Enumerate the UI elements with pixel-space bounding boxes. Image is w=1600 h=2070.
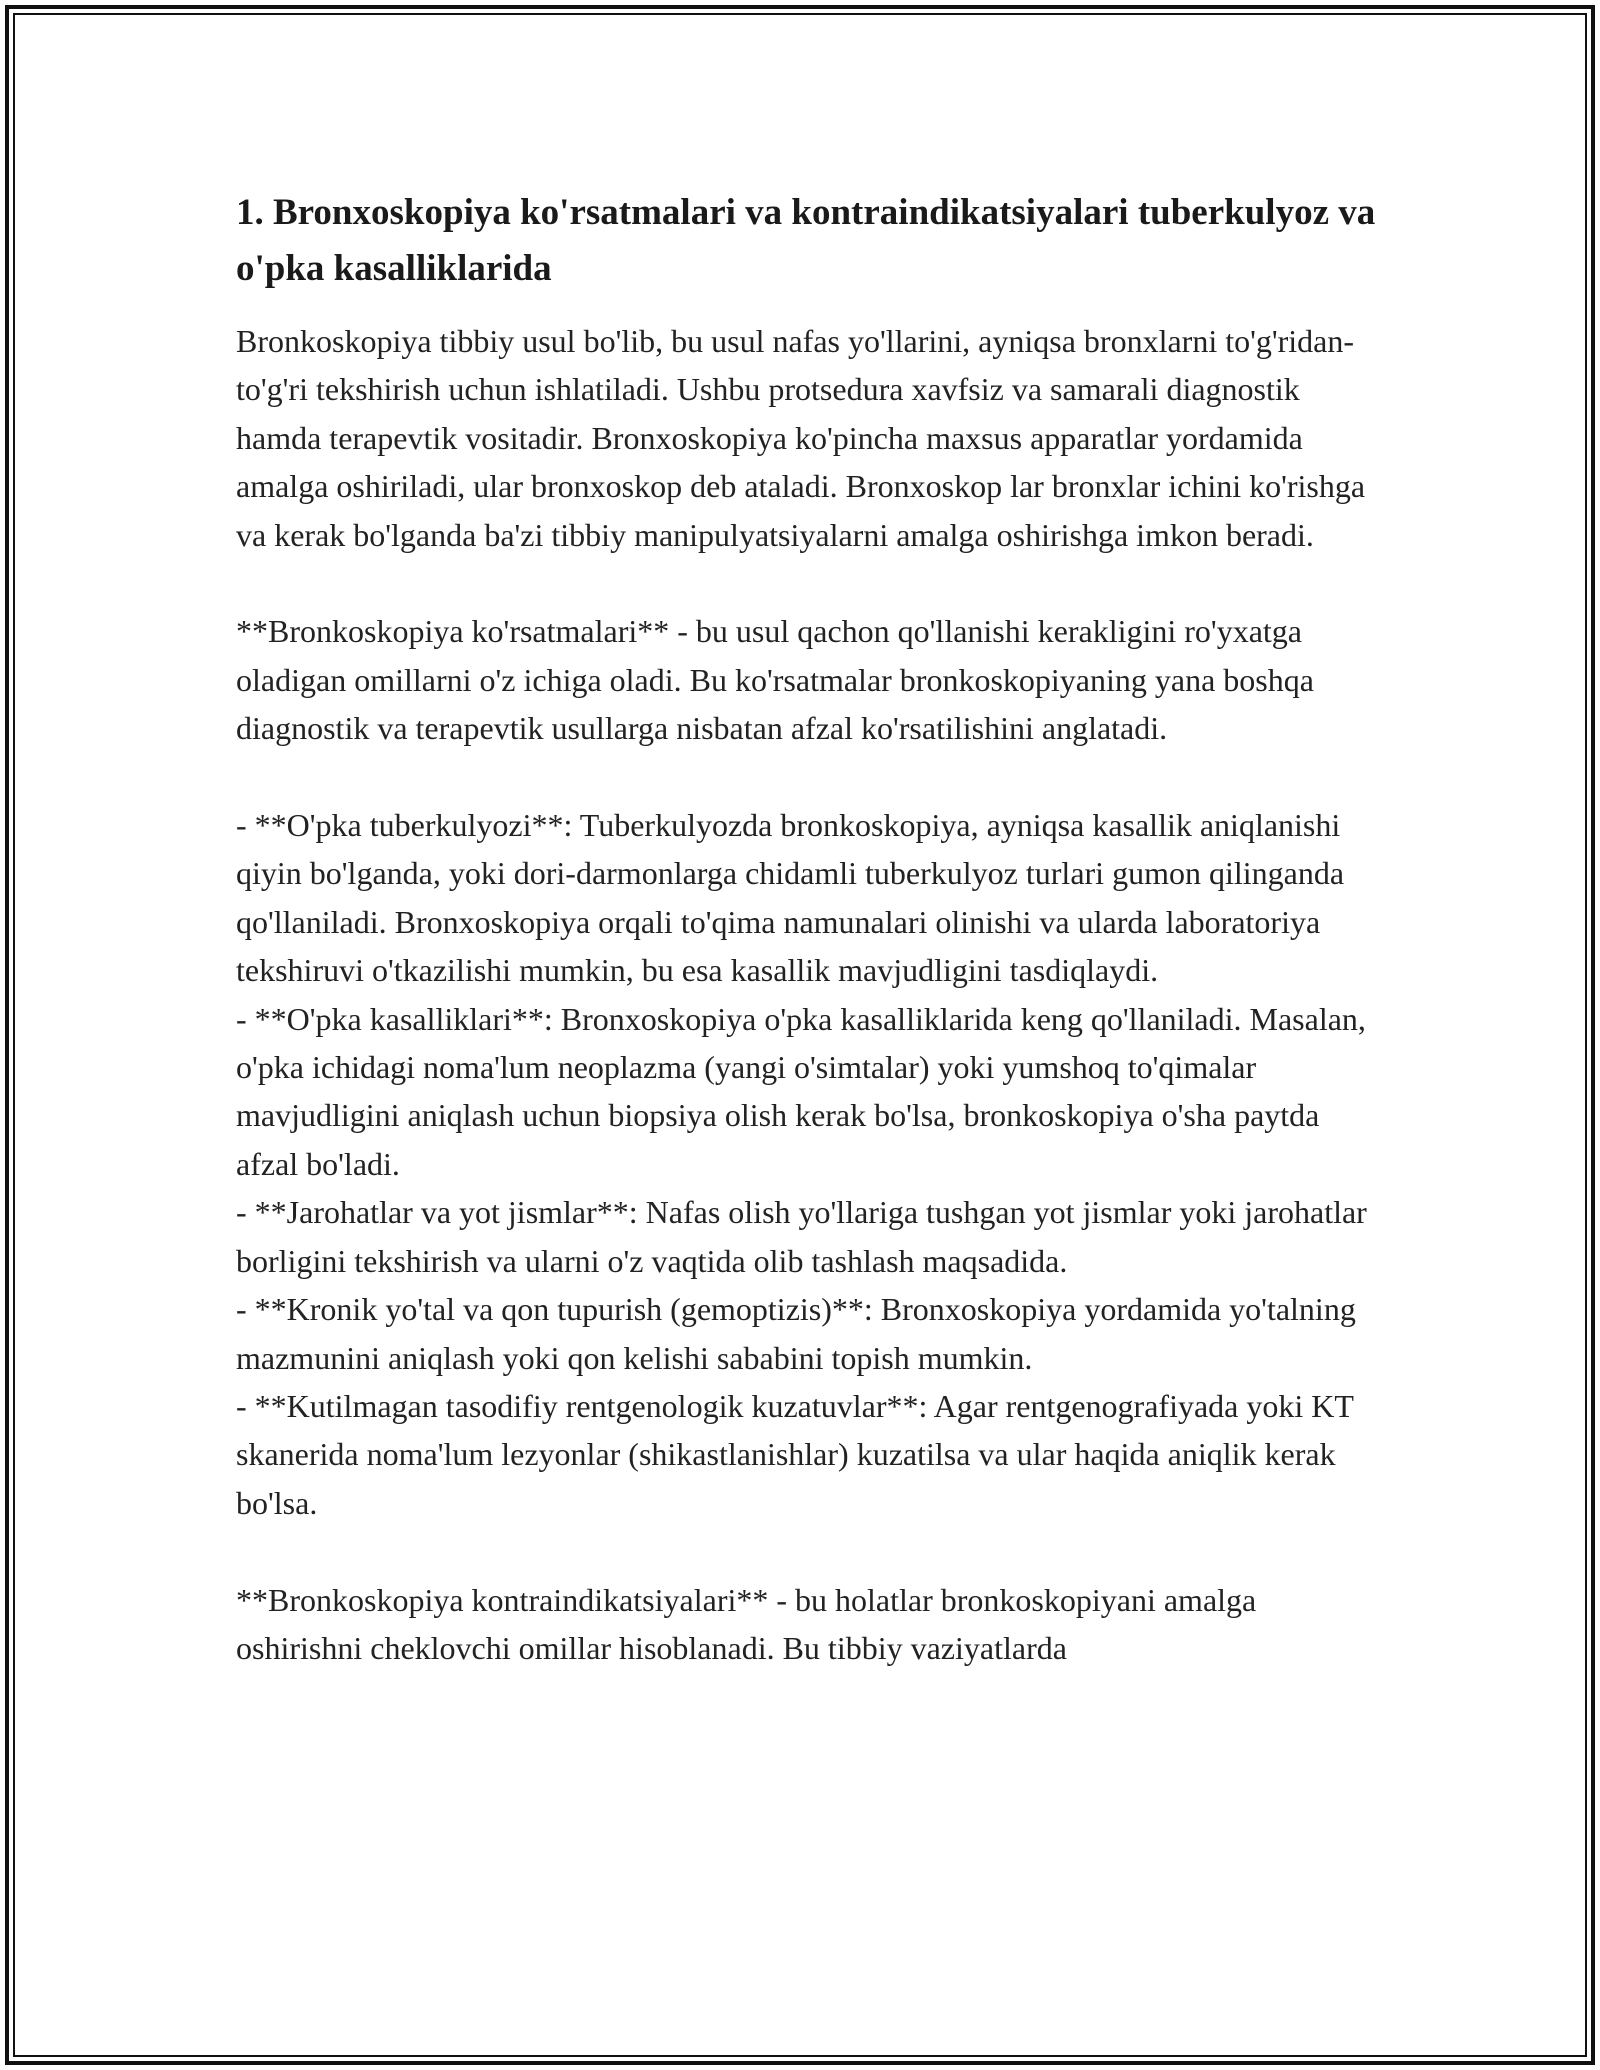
indications-list	[236, 801, 1386, 1527]
paragraph-gap	[236, 753, 1386, 801]
list-item: - **Kronik yo'tal va qon tupurish (gemoptizis)**: Bronxoskopiya yordamida yo'talning mazmunini aniqlash yoki qon kelishi sababini topish mumkin.	[236, 1291, 1356, 1376]
intro-paragraph: Bronkoskopiya tibbiy usul bo'lib, bu usul nafas yo'llarini, ayniqsa bronxlarni to'g'ridan-to'g'ri tekshirish uchun ishlatiladi. Ushbu protsedura xavfsiz va samarali diagnostik hamda terapevtik vositadir. Bronxoskopiya ko'pincha maxsus apparatlar yordamida amalga oshiriladi, ular bronxoskop deb ataladi. Bronxoskop lar bronxlar ichini ko'rishga va kerak bo'lganda ba'zi tibbiy manipulyatsiyalarni amalga oshirishga imkon beradi.	[236, 323, 1366, 553]
list-item: - **O'pka tuberkulyozi**: Tuberkulyozda bronkoskopiya, ayniqsa kasallik aniqlanishi qiyin bo'lganda, yoki dori-darmonlarga chidamli tuberkulyoz turlari gumon qilinganda qo'llaniladi. Bronxoskopiya orqali to'qima namunalari olinishi va ularda laboratoriya tekshiruvi o'tkazilishi mumkin, bu esa kasallik mavjudligini tasdiqlaydi.	[236, 807, 1345, 989]
paragraph-gap	[236, 559, 1386, 607]
section-heading: 1. Bronxoskopiya ko'rsatmalari va kontraindikatsiyalari tuberkulyoz va o'pka kasalliklarida	[236, 192, 1376, 289]
indications-paragraph: **Bronkoskopiya ko'rsatmalari** - bu usul qachon qo'llanishi kerakligini ro'yxatga oladigan omillarni o'z ichiga oladi. Bu ko'rsatmalar bronkoskopiyaning yana boshqa diagnostik va terapevtik usullarga nisbatan afzal ko'rsatilishini anglatadi.	[236, 613, 1314, 747]
document-body	[236, 185, 1386, 1672]
list-item: - **Jarohatlar va yot jismlar**: Nafas olish yo'llariga tushgan yot jismlar yoki jarohatlar borligini tekshirish va ularni o'z vaqtida olib tashlash maqsadida.	[236, 1194, 1367, 1279]
contraindications-paragraph: **Bronkoskopiya kontraindikatsiyalari** - bu holatlar bronkoskopiyani amalga oshirishni cheklovchi omillar hisoblanadi. Bu tibbiy vaziyatlarda	[236, 1581, 1257, 1666]
list-item: - **O'pka kasalliklari**: Bronxoskopiya o'pka kasalliklarida keng qo'llaniladi. Masalan, o'pka ichidagi noma'lum neoplazma (yangi o'simtalar) yoki yumshoq to'qimalar mavjudligini aniqlash uchun biopsiya olish kerak bo'lsa, bronkoskopiya o'sha paytda afzal bo'ladi.	[236, 1000, 1366, 1182]
list-item: - **Kutilmagan tasodifiy rentgenologik kuzatuvlar**: Agar rentgenografiyada yoki KT skanerida noma'lum lezyonlar (shikastlanishlar) kuzatilsa va ular haqida aniqlik kerak bo'lsa.	[236, 1387, 1354, 1521]
paragraph-gap	[236, 1527, 1386, 1575]
